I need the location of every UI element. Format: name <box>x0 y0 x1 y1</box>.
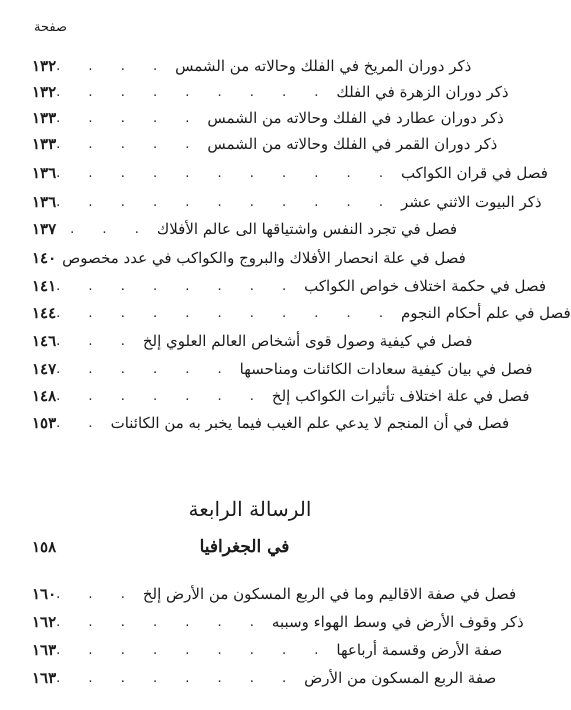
section-heading: الرسالة الرابعة <box>188 497 312 521</box>
toc-entry-title: فصل في علم أحكام النجوم <box>400 304 571 322</box>
toc-entry-title: ذكر وقوف الأرض في وسط الهواء وسببه <box>271 613 524 631</box>
toc-entry <box>32 79 509 105</box>
toc-entry <box>32 160 548 186</box>
toc-entry-title: فصل في أن المنجم لا يدعي علم الغيب فيما يخبر به من الكائنات <box>110 414 510 432</box>
toc-entry-page: ١٤٠ <box>32 249 57 267</box>
toc-entry-title: ذكر دوران الزهرة في الفلك <box>336 83 509 101</box>
toc-entry-title: ذكر دوران القمر في الفلك وحالاته من الشمس <box>207 135 498 153</box>
section-subtitle: في الجغرافيا <box>199 537 290 557</box>
toc-entry-page: ١٣٧ <box>32 220 57 238</box>
toc-entry <box>32 609 524 635</box>
toc-entry-page: ١٤٨ <box>32 387 57 405</box>
toc-entry <box>32 245 466 271</box>
toc-entry-title: فصل في كيفية وصول قوى أشخاص العالم العلوي إلخ <box>142 332 473 350</box>
toc-entry-page: ١٤٧ <box>32 360 57 378</box>
toc-entry <box>32 637 503 663</box>
leader-dots: . . . . . <box>56 136 202 152</box>
toc-entry-page: ١٦٣ <box>32 669 57 687</box>
toc-entry-title: فصل في حكمة اختلاف خواص الكواكب <box>304 277 547 295</box>
toc-entry <box>32 300 571 326</box>
toc-entry-title: فصل في بيان كيفية سعادات الكائنات ومناحسها <box>239 360 533 378</box>
toc-entry-title: فصل في علة اختلاف تأثيرات الكواكب إلخ <box>271 387 530 405</box>
toc-entry <box>32 383 530 409</box>
leader-dots: . . . . . . <box>56 361 234 377</box>
leader-dots: . . . . . . . . <box>56 670 299 686</box>
section-subtitle-page: ١٥٨ <box>32 538 57 556</box>
toc-entry <box>32 356 533 382</box>
toc-entry <box>32 216 457 242</box>
toc-entry <box>32 189 542 215</box>
toc-entry-title: ذكر دوران المريخ في الفلك وحالاته من الشمس <box>175 57 472 75</box>
toc-entry <box>32 273 547 299</box>
toc-entry-page: ١٤٦ <box>32 332 57 350</box>
leader-dots: . . . . . . . <box>56 614 266 630</box>
toc-entry-page: ١٣٦ <box>32 164 57 182</box>
leader-dots: . . . . . . . . <box>56 278 299 294</box>
toc-entry-page: ١٤١ <box>32 277 57 295</box>
toc-entry-page: ١٣٢ <box>32 57 57 75</box>
toc-entry-page: ١٥٣ <box>32 414 57 432</box>
section-subtitle-row <box>32 533 457 561</box>
toc-entry-title: ذكر البيوت الاثني عشر <box>400 193 542 211</box>
toc-entry-title: صفة الربع المسكون من الأرض <box>304 669 497 687</box>
toc-entry-title: فصل في تجرد النفس واشتياقها الى عالم الأفلاك <box>156 220 457 238</box>
leader-dots: . . . <box>70 221 151 237</box>
toc-entry-page: ١٤٤ <box>32 304 57 322</box>
toc-entry-page: ١٦٢ <box>32 613 57 631</box>
toc-entry-page: ١٣٣ <box>32 135 57 153</box>
toc-entry-title: صفة الأرض وقسمة أرباعها <box>336 641 503 659</box>
toc-entry <box>32 410 510 436</box>
leader-dots: . . . . . . . . . <box>56 642 331 658</box>
toc-entry-title: فصل في علة انحصار الأفلاك والبروج والكواكب في عدد مخصوص <box>62 249 466 267</box>
leader-dots: . . . <box>56 333 137 349</box>
toc-entry-page: ١٣٦ <box>32 193 57 211</box>
toc-entry-title: فصل في قران الكواكب <box>400 164 548 182</box>
leader-dots: . . <box>56 415 105 431</box>
leader-dots: . . . . . . . <box>56 388 266 404</box>
toc-entry <box>32 105 504 131</box>
toc-entry-page: ١٣٣ <box>32 109 57 127</box>
leader-dots: . . . . <box>56 58 170 74</box>
leader-dots: . . . . . . . . . <box>56 84 331 100</box>
toc-entry <box>32 328 473 354</box>
toc-entry-title: فصل في صفة الاقاليم وما في الربع المسكون من الأرض إلخ <box>142 585 517 603</box>
toc-entry <box>32 665 497 691</box>
leader-dots: . . . . . . . . . . . <box>56 165 395 181</box>
leader-dots: . . . . . <box>56 110 202 126</box>
toc-entry <box>32 131 498 157</box>
toc-entry <box>32 53 472 79</box>
toc-entry-page: ١٦٣ <box>32 641 57 659</box>
toc-entry <box>32 581 517 607</box>
toc-entry-title: ذكر دوران عطارد في الفلك وحالاته من الشمس <box>207 109 504 127</box>
leader-dots: . . . <box>56 586 137 602</box>
toc-entry-page: ١٦٠ <box>32 585 57 603</box>
leader-dots: . . . . . . . . . . . <box>56 305 395 321</box>
page-column-label: صفحة <box>34 20 67 35</box>
leader-dots: . . . . . . . . . . . <box>56 194 395 210</box>
toc-entry-page: ١٣٢ <box>32 83 57 101</box>
